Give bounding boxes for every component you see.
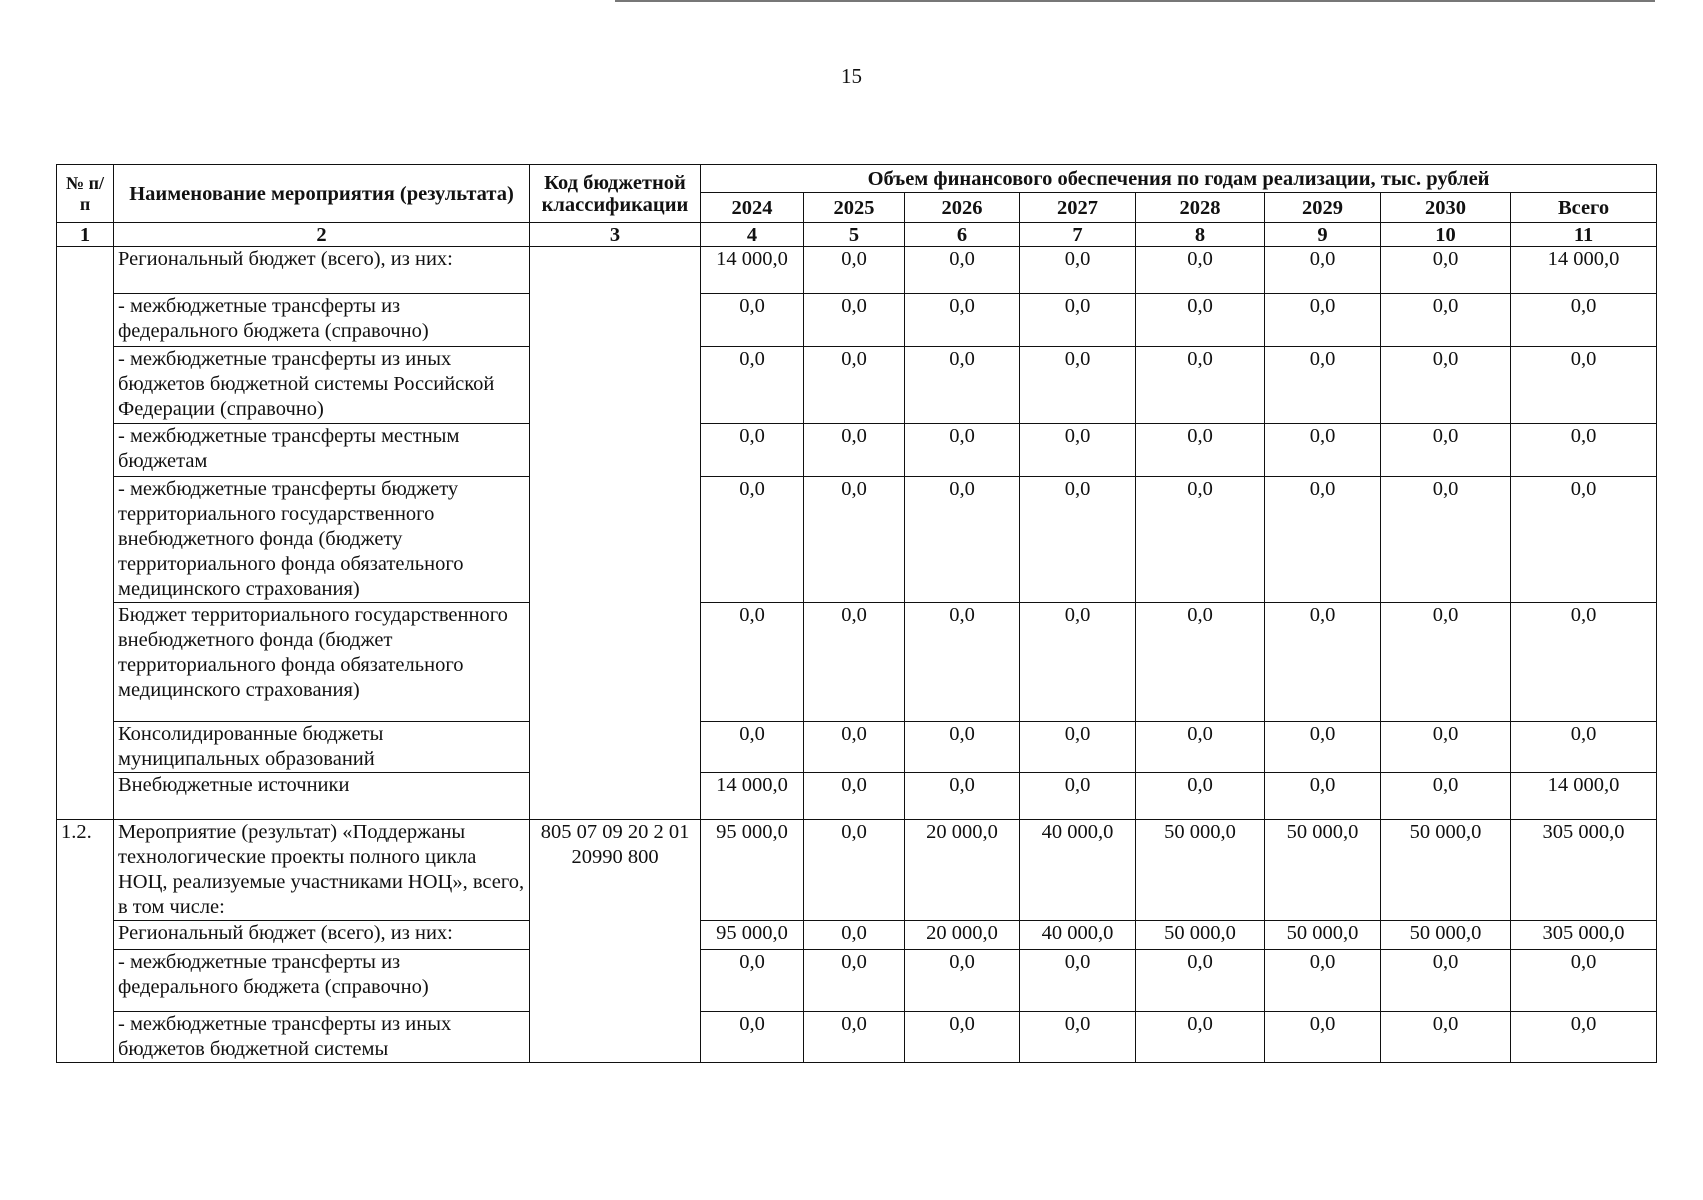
value-cell: 0,0 (905, 950, 1020, 1012)
header-column-number: 9 (1265, 223, 1381, 247)
budget-table (56, 164, 1657, 1063)
value-cell: 95 000,0 (701, 820, 804, 921)
value-cell: 0,0 (1136, 477, 1265, 603)
budget-code-cell: 805 07 09 20 2 01 20990 800 (530, 820, 701, 1063)
row-name: Мероприятие (результат) «Поддержаны технологические проекты полного цикла НОЦ, реализуемые участниками НОЦ», всего, в том числе: (114, 820, 530, 921)
value-cell: 0,0 (701, 347, 804, 424)
value-cell: 0,0 (905, 247, 1020, 294)
value-cell: 0,0 (1265, 950, 1381, 1012)
value-cell: 0,0 (1511, 477, 1657, 603)
header-column-number: 2 (114, 223, 530, 247)
header-year: 2030 (1381, 193, 1511, 223)
header-volume: Объем финансового обеспечения по годам реализации, тыс. рублей (701, 165, 1657, 193)
value-cell: 0,0 (1020, 950, 1136, 1012)
table-row (57, 603, 1657, 722)
value-cell: 0,0 (804, 950, 905, 1012)
row-name: - межбюджетные трансферты из федерального бюджета (справочно) (114, 294, 530, 347)
row-name: - межбюджетные трансферты из федерального бюджета (справочно) (114, 950, 530, 1012)
row-name: - межбюджетные трансферты из иных бюджетов бюджетной системы Российской Федерации (справочно) (114, 347, 530, 424)
value-cell: 0,0 (804, 247, 905, 294)
header-column-number: 3 (530, 223, 701, 247)
value-cell: 0,0 (905, 603, 1020, 722)
value-cell: 305 000,0 (1511, 921, 1657, 950)
value-cell: 0,0 (804, 347, 905, 424)
value-cell: 0,0 (1136, 1012, 1265, 1063)
value-cell: 0,0 (1511, 603, 1657, 722)
value-cell: 0,0 (1265, 603, 1381, 722)
header-column-number: 8 (1136, 223, 1265, 247)
header-year: 2024 (701, 193, 804, 223)
value-cell: 0,0 (905, 294, 1020, 347)
value-cell: 0,0 (804, 1012, 905, 1063)
table-row (57, 921, 1657, 950)
row-name: Региональный бюджет (всего), из них: (114, 921, 530, 950)
value-cell: 0,0 (1381, 722, 1511, 773)
table-row (57, 294, 1657, 347)
value-cell: 0,0 (701, 603, 804, 722)
table-row (57, 477, 1657, 603)
row-name: - межбюджетные трансферты местным бюджетам (114, 424, 530, 477)
value-cell: 0,0 (804, 477, 905, 603)
value-cell: 50 000,0 (1265, 921, 1381, 950)
value-cell: 0,0 (1136, 722, 1265, 773)
header-year: 2025 (804, 193, 905, 223)
header-column-number: 1 (57, 223, 114, 247)
value-cell: 0,0 (1136, 347, 1265, 424)
value-cell: 50 000,0 (1265, 820, 1381, 921)
header-column-number: 10 (1381, 223, 1511, 247)
value-cell: 0,0 (804, 722, 905, 773)
value-cell: 0,0 (701, 1012, 804, 1063)
value-cell: 0,0 (804, 424, 905, 477)
value-cell: 0,0 (1020, 603, 1136, 722)
value-cell: 0,0 (701, 477, 804, 603)
header-column-number: 4 (701, 223, 804, 247)
table-row (57, 820, 1657, 921)
value-cell: 0,0 (701, 950, 804, 1012)
value-cell: 0,0 (1020, 1012, 1136, 1063)
value-cell: 40 000,0 (1020, 820, 1136, 921)
value-cell: 14 000,0 (1511, 773, 1657, 820)
header-name: Наименование мероприятия (результата) (114, 165, 530, 223)
value-cell: 0,0 (905, 773, 1020, 820)
row-name: Консолидированные бюджеты муниципальных образований (114, 722, 530, 773)
value-cell: 40 000,0 (1020, 921, 1136, 950)
value-cell: 50 000,0 (1381, 820, 1511, 921)
header-year: 2026 (905, 193, 1020, 223)
value-cell: 0,0 (1136, 603, 1265, 722)
table-row (57, 1012, 1657, 1063)
value-cell: 0,0 (1511, 1012, 1657, 1063)
value-cell: 0,0 (1265, 247, 1381, 294)
value-cell: 0,0 (1265, 424, 1381, 477)
header-column-number: 11 (1511, 223, 1657, 247)
value-cell: 0,0 (1381, 247, 1511, 294)
value-cell: 50 000,0 (1136, 921, 1265, 950)
value-cell: 0,0 (1381, 603, 1511, 722)
value-cell: 14 000,0 (1511, 247, 1657, 294)
value-cell: 0,0 (1020, 247, 1136, 294)
value-cell: 0,0 (1511, 294, 1657, 347)
header-number: № п/п (57, 165, 114, 223)
value-cell: 0,0 (1265, 773, 1381, 820)
header-column-number: 5 (804, 223, 905, 247)
value-cell: 0,0 (1020, 294, 1136, 347)
code-cell-empty (530, 247, 701, 820)
table-row (57, 773, 1657, 820)
value-cell: 0,0 (1136, 294, 1265, 347)
value-cell: 0,0 (1020, 477, 1136, 603)
header-year: Всего (1511, 193, 1657, 223)
value-cell: 0,0 (1265, 294, 1381, 347)
value-cell: 0,0 (1511, 722, 1657, 773)
value-cell: 0,0 (1381, 294, 1511, 347)
value-cell: 0,0 (1381, 477, 1511, 603)
top-border-line (615, 0, 1655, 2)
value-cell: 0,0 (804, 921, 905, 950)
value-cell: 50 000,0 (1381, 921, 1511, 950)
value-cell: 0,0 (804, 820, 905, 921)
table-row (57, 424, 1657, 477)
value-cell: 95 000,0 (701, 921, 804, 950)
value-cell: 0,0 (1511, 950, 1657, 1012)
row-name: Внебюджетные источники (114, 773, 530, 820)
value-cell: 0,0 (1381, 424, 1511, 477)
value-cell: 0,0 (905, 1012, 1020, 1063)
value-cell: 0,0 (1265, 1012, 1381, 1063)
row-name: Региональный бюджет (всего), из них: (114, 247, 530, 294)
value-cell: 0,0 (1136, 247, 1265, 294)
value-cell: 50 000,0 (1136, 820, 1265, 921)
value-cell: 0,0 (1020, 773, 1136, 820)
value-cell: 0,0 (701, 294, 804, 347)
value-cell: 0,0 (804, 294, 905, 347)
value-cell: 0,0 (701, 424, 804, 477)
value-cell: 0,0 (1511, 347, 1657, 424)
value-cell: 0,0 (1136, 950, 1265, 1012)
value-cell: 0,0 (1136, 773, 1265, 820)
row-name: - межбюджетные трансферты бюджету территориального государственного внебюджетного фонда (бюджету территориального фонда обязательного медицинского страхования) (114, 477, 530, 603)
value-cell: 0,0 (1511, 424, 1657, 477)
page-number: 15 (841, 64, 862, 88)
table-row (57, 347, 1657, 424)
value-cell: 0,0 (1381, 1012, 1511, 1063)
value-cell: 0,0 (1020, 347, 1136, 424)
value-cell: 0,0 (1265, 477, 1381, 603)
index-cell-empty (57, 247, 114, 820)
value-cell: 0,0 (1020, 722, 1136, 773)
header-column-number: 7 (1020, 223, 1136, 247)
value-cell: 0,0 (804, 773, 905, 820)
value-cell: 0,0 (1020, 424, 1136, 477)
value-cell: 0,0 (1381, 347, 1511, 424)
table-row (57, 247, 1657, 294)
value-cell: 0,0 (701, 722, 804, 773)
row-name: Бюджет территориального государственного внебюджетного фонда (бюджет территориального фонда обязательного медицинского страхования) (114, 603, 530, 722)
value-cell: 20 000,0 (905, 820, 1020, 921)
value-cell: 0,0 (1136, 424, 1265, 477)
table-row (57, 722, 1657, 773)
value-cell: 0,0 (905, 722, 1020, 773)
value-cell: 0,0 (905, 347, 1020, 424)
value-cell: 0,0 (905, 477, 1020, 603)
value-cell: 14 000,0 (701, 247, 804, 294)
row-name: - межбюджетные трансферты из иных бюджетов бюджетной системы (114, 1012, 530, 1063)
value-cell: 0,0 (1381, 773, 1511, 820)
header-year: 2027 (1020, 193, 1136, 223)
value-cell: 0,0 (1265, 347, 1381, 424)
value-cell: 0,0 (804, 603, 905, 722)
value-cell: 305 000,0 (1511, 820, 1657, 921)
value-cell: 0,0 (1381, 950, 1511, 1012)
value-cell: 0,0 (905, 424, 1020, 477)
header-year: 2028 (1136, 193, 1265, 223)
value-cell: 20 000,0 (905, 921, 1020, 950)
header-code: Код бюджетной классификации (530, 165, 701, 223)
table-row (57, 950, 1657, 1012)
index-cell: 1.2. (57, 820, 114, 1063)
value-cell: 0,0 (1265, 722, 1381, 773)
value-cell: 14 000,0 (701, 773, 804, 820)
header-column-number: 6 (905, 223, 1020, 247)
header-year: 2029 (1265, 193, 1381, 223)
